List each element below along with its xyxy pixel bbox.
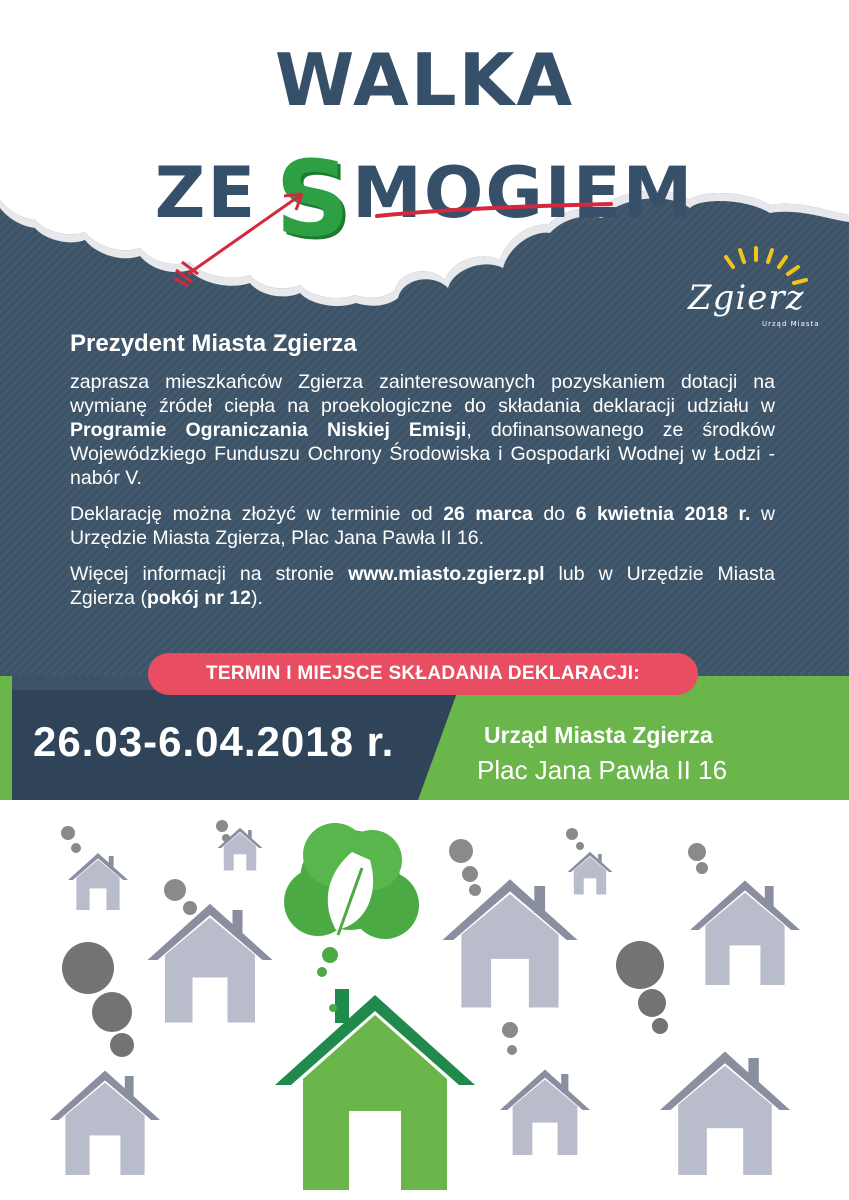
house-icon (50, 1071, 160, 1176)
end-date: 6 kwietnia 2018 r. (575, 503, 751, 525)
house-icon (148, 904, 273, 1023)
title-suffix: MOGIEM (352, 152, 695, 234)
house-icon (68, 853, 128, 910)
logo-name: Zgierz (688, 278, 805, 318)
green-house-icon (275, 989, 475, 1191)
house-icon (218, 828, 263, 871)
logo-subtitle: Urząd Miasta (762, 320, 820, 328)
title-prefix: ZE (154, 152, 258, 234)
text-span: do (532, 503, 576, 525)
text-span: zaprasza mieszkańców Zgierza zainteresowanych pozyskaniem dotacji na wymianę źródeł ciepła na proekologiczne do składania deklaracji udziału w (70, 371, 775, 417)
intro-heading: Prezydent Miasta Zgierza (70, 330, 357, 357)
banner-label: TERMIN I MIEJSCE SKŁADANIA DEKLARACJI: (148, 653, 698, 695)
text-span: Więcej informacji na stronie (70, 563, 349, 585)
start-date: 26 marca (443, 503, 533, 525)
house-icon (500, 1070, 590, 1156)
text-span: ). (250, 587, 263, 609)
houses-illustration (0, 800, 849, 1200)
arrow-icon (170, 182, 320, 292)
room-number: pokój nr 12 (146, 587, 251, 609)
house-icon (690, 881, 800, 986)
text-span: w Urzędzie Miasta Zgierza, Plac Jana Pawła II 16. (70, 503, 776, 549)
green-edge (0, 690, 12, 800)
place-name: Urząd Miasta Zgierza (484, 722, 713, 748)
house-icon (660, 1052, 790, 1176)
intro-paragraph-1 (70, 370, 775, 490)
title-line-1: WALKA (274, 38, 575, 122)
house-icon (568, 852, 613, 895)
place-address: Plac Jana Pawła II 16 (477, 755, 728, 785)
program-name: Programie Ograniczania Niskiej Emisji (70, 419, 467, 441)
website-link[interactable]: www.miasto.zgierz.pl (348, 563, 545, 585)
red-underline (375, 196, 615, 226)
text-span: lub w Urzędzie Miasta Zgierza ( (70, 563, 775, 609)
intro-paragraph-2 (70, 502, 775, 550)
title-letter-s: S (275, 138, 353, 260)
intro-paragraph-3 (70, 562, 775, 610)
text-span: Deklarację można złożyć w terminie od (70, 503, 444, 525)
intro-content (70, 330, 775, 622)
banner-date: 26.03-6.04.2018 r. (33, 718, 395, 765)
text-span: , dofinansowanego ze środków Wojewódzkiego Funduszu Ochrony Środowiska i Gospodarki Wodnej w Łodzi - nabór V. (70, 419, 775, 489)
house-icon (443, 879, 578, 1007)
